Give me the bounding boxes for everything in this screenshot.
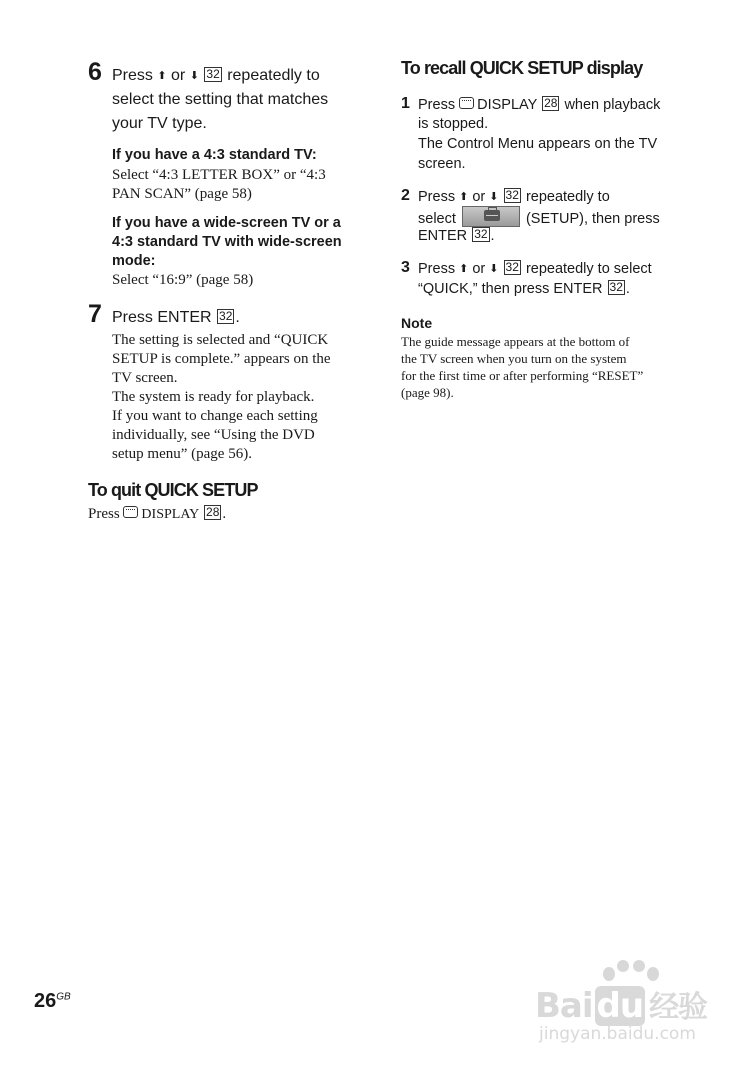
page-number-suffix: GB [56, 991, 71, 1003]
key-ref-32: 32 [505, 188, 519, 202]
recall-2-repeatedly: repeatedly to [525, 189, 610, 205]
sub-text-standard-1: Select “4:3 LETTER BOX” or “4:3 [112, 167, 326, 183]
step-7-body-line: individually, see “Using the DVD [112, 427, 315, 443]
recall-step-1-number: 1 [401, 95, 410, 112]
step-7-body-line: TV screen. [112, 370, 178, 386]
key-ref-28: 28 [206, 505, 220, 519]
setup-menu-icon [462, 206, 520, 227]
quit-display: DISPLAY [141, 507, 200, 522]
recall-display: DISPLAY [477, 97, 538, 113]
recall-2-press: Press [418, 189, 456, 205]
note-heading: Note [401, 315, 433, 331]
sub-heading-widescreen-2: 4:3 standard TV with wide-screen [112, 234, 342, 250]
key-ref-32: 32 [474, 227, 488, 241]
toolbox-icon [484, 210, 500, 221]
recall-step-2-number: 2 [401, 187, 410, 204]
sub-heading-widescreen-3: mode: [112, 253, 156, 269]
recall-step-1-line-2: is stopped. [418, 116, 489, 132]
display-icon [459, 97, 474, 109]
step-7-body [112, 331, 331, 464]
sub-text-standard-2: PAN SCAN” (page 58) [112, 186, 252, 202]
step-7-body-line: The setting is selected and “QUICK [112, 332, 329, 348]
recall-step-1-line-3: The Control Menu appears on the TV [418, 136, 658, 152]
note-line: for the first time or after performing “RESET” [401, 368, 644, 383]
display-icon [123, 506, 138, 518]
recall-3-quick: “QUICK,” then press ENTER [418, 281, 603, 297]
step-7-line: Press ENTER 32 . [112, 309, 240, 326]
step-7-body-line: The system is ready for playback. [112, 389, 315, 405]
page-number-value: 26 [34, 990, 57, 1012]
recall-step-1-line-4: screen. [418, 156, 466, 172]
note-line: The guide message appears at the bottom of [401, 334, 630, 349]
recall-step-3-line-2: “QUICK,” then press ENTER 32 . [418, 280, 630, 297]
page-number [34, 990, 71, 1013]
key-ref-32: 32 [505, 260, 519, 274]
watermark-brand-cn: 经验 [649, 990, 708, 1025]
step-6-or: or [171, 67, 186, 84]
down-arrow-icon: ⬇ [489, 191, 499, 203]
recall-press: Press [418, 97, 456, 113]
recall-2-enter: ENTER [418, 228, 468, 244]
recall-3-repeatedly: repeatedly to select [525, 261, 652, 277]
note-line: the TV screen when you turn on the system [401, 351, 627, 366]
key-ref-28: 28 [544, 96, 558, 110]
step-7-body-line: SETUP is complete.” appears on the [112, 351, 331, 367]
key-ref-32: 32 [609, 280, 623, 294]
note-line: (page 98). [401, 385, 454, 400]
sub-heading-standard-tv: If you have a 4:3 standard TV: [112, 147, 317, 163]
up-arrow-icon: ⬆ [459, 263, 469, 275]
recall-2-select: select [418, 211, 456, 227]
step-6-press: Press [112, 67, 153, 84]
up-arrow-icon: ⬆ [157, 70, 167, 82]
note-body [401, 333, 643, 401]
step-7-number: 7 [88, 300, 101, 328]
recall-2-or: or [472, 189, 486, 205]
recall-2-setup-text: (SETUP), then press [525, 211, 660, 227]
recall-step-2-line-1 [418, 187, 610, 207]
recall-step-2-line-3: ENTER 32 . [418, 227, 495, 244]
watermark-brand-1: Bai [535, 986, 593, 1026]
step-6-line-3: your TV type. [112, 115, 207, 132]
watermark-brand-2: du [596, 986, 644, 1026]
up-arrow-icon: ⬆ [459, 191, 469, 203]
key-ref-32: 32 [219, 309, 233, 323]
step-6-line-1 [112, 64, 320, 88]
step-6-repeatedly: repeatedly to [227, 67, 320, 84]
sub-heading-widescreen-1: If you have a wide-screen TV or a [112, 215, 341, 231]
quit-heading: To quit QUICK SETUP [88, 480, 258, 500]
sub-text-widescreen: Select “16:9” (page 58) [112, 272, 254, 288]
step-7-press-enter: Press ENTER [112, 309, 212, 326]
step-7-body-line: setup menu” (page 56). [112, 446, 252, 462]
watermark-brand [535, 982, 707, 1026]
watermark-url: jingyan.baidu.com [539, 1024, 696, 1044]
down-arrow-icon: ⬇ [489, 263, 499, 275]
recall-3-or: or [472, 261, 486, 277]
quit-press: Press [88, 506, 120, 522]
step-6-number: 6 [88, 58, 101, 86]
recall-3-press: Press [418, 261, 456, 277]
step-7-body-line: If you want to change each setting [112, 408, 318, 424]
down-arrow-icon: ⬇ [189, 70, 199, 82]
recall-when-playback: when playback [564, 97, 661, 113]
recall-step-1-line-1 [418, 95, 660, 115]
recall-heading: To recall QUICK SETUP display [401, 58, 643, 78]
baidu-watermark [535, 960, 745, 1050]
recall-step-3-line-1 [418, 259, 652, 279]
quit-text: Press DISPLAY 28 . [88, 505, 227, 522]
step-6-line-2: select the setting that matches [112, 91, 329, 108]
recall-step-3-number: 3 [401, 259, 410, 276]
key-ref-32: 32 [206, 67, 220, 81]
